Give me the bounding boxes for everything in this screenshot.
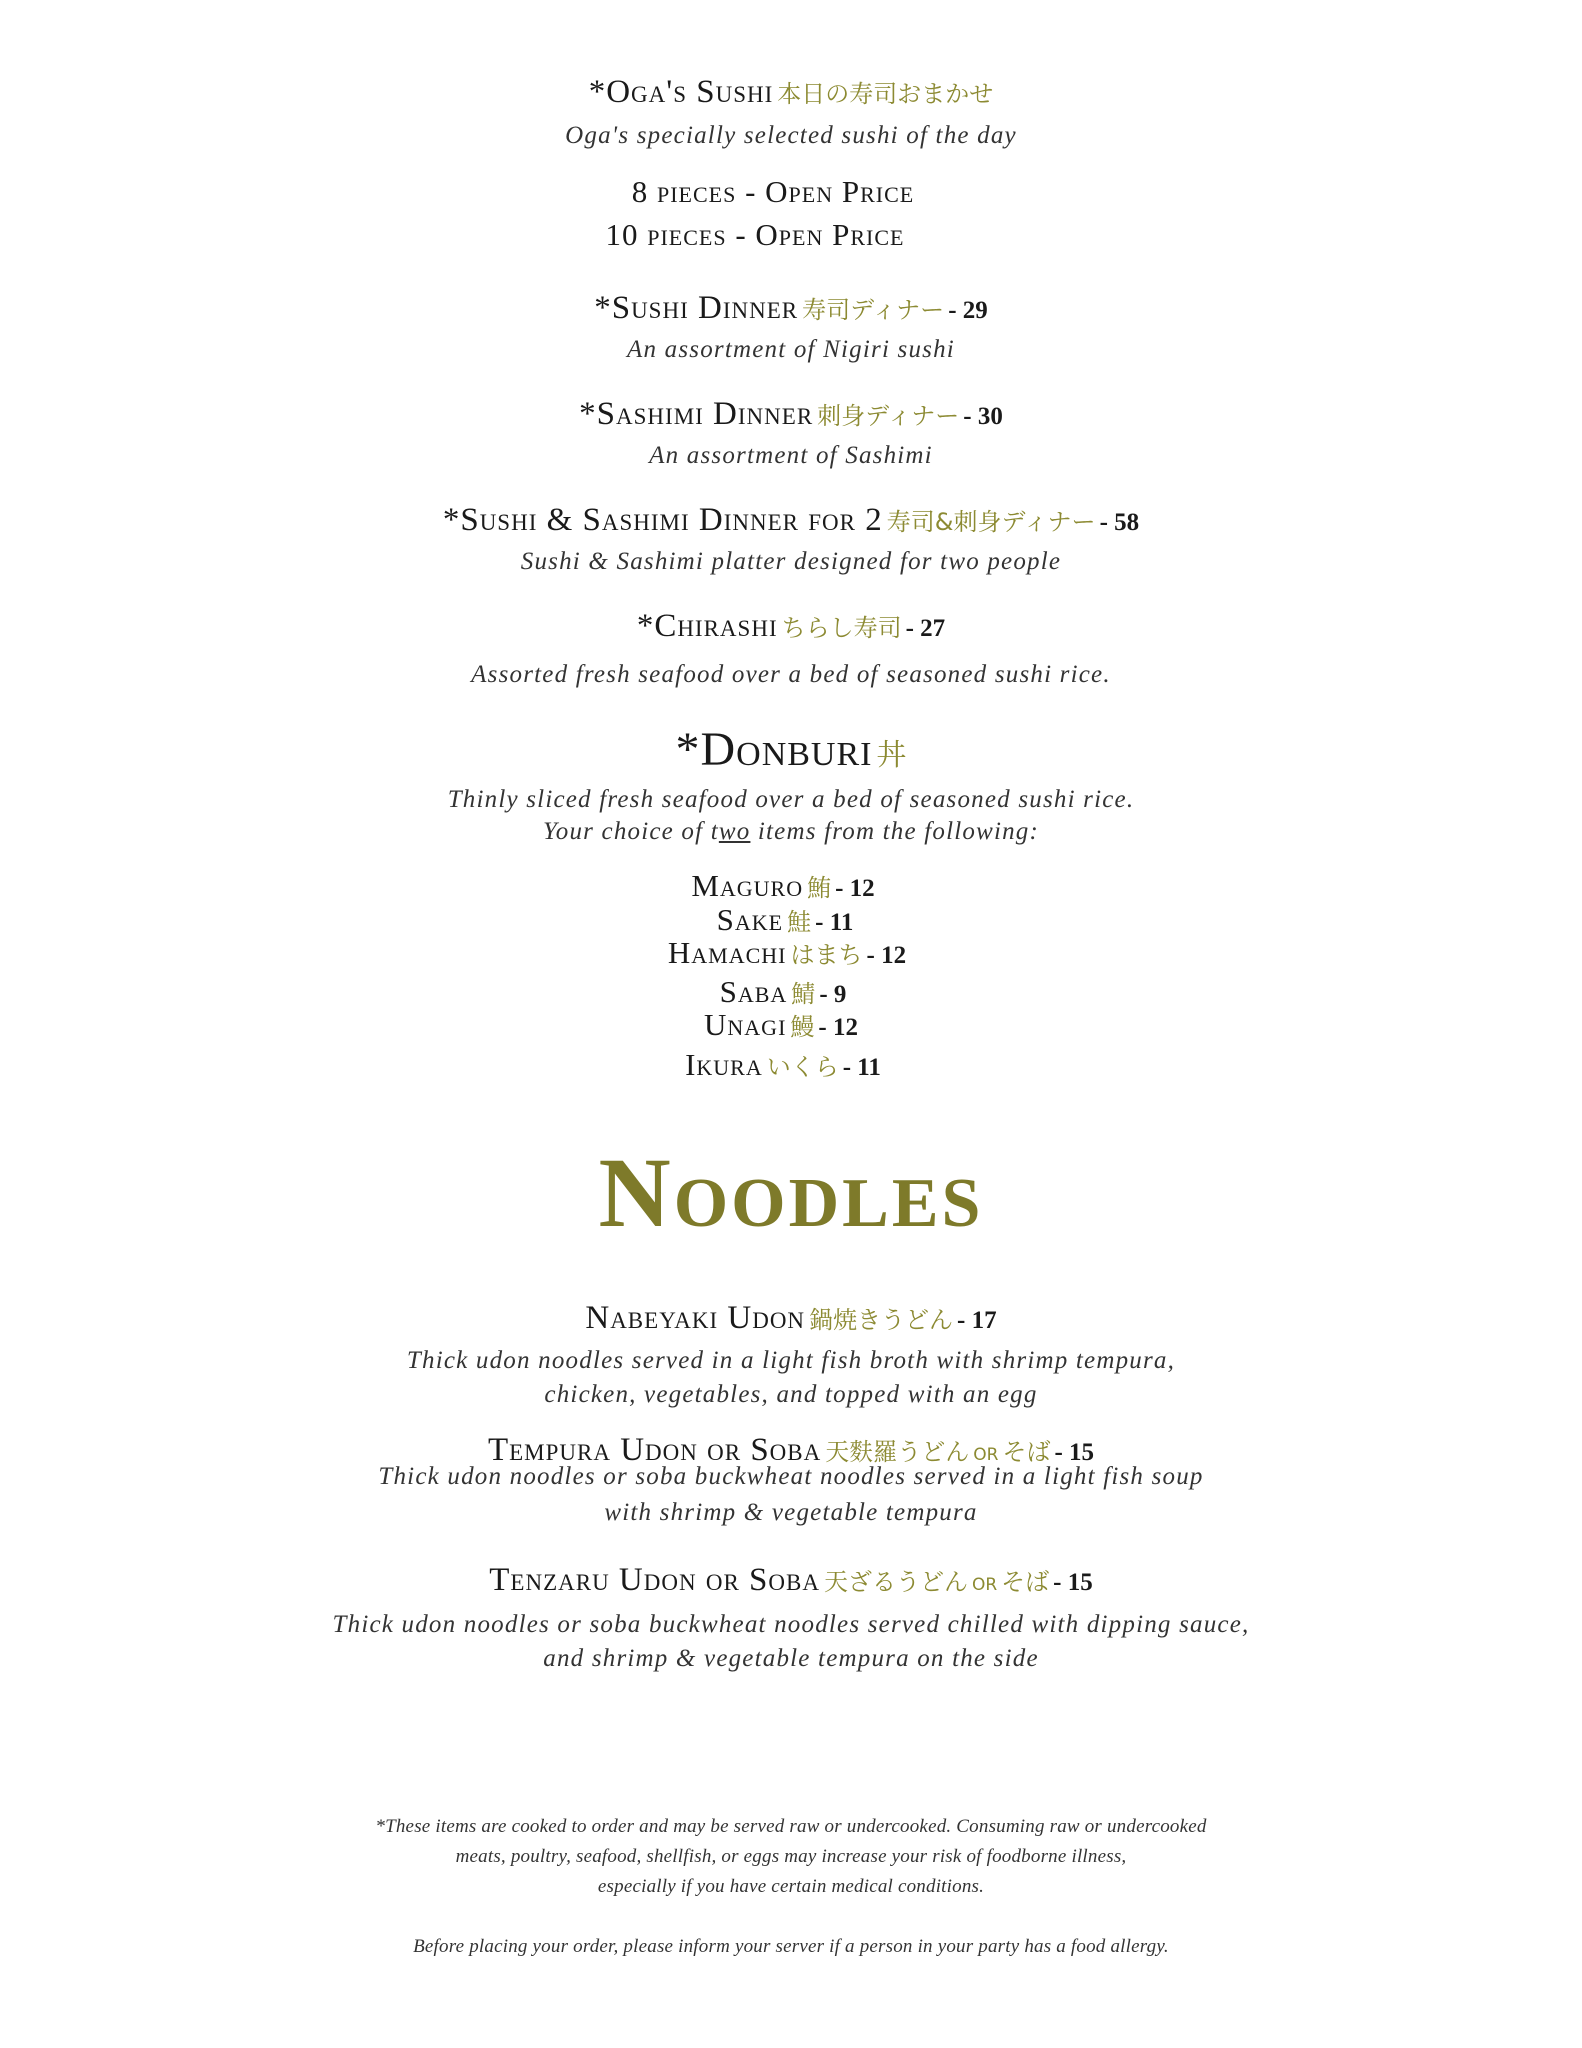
item-price: - 30 xyxy=(963,403,1003,430)
item-price: - 27 xyxy=(905,615,946,642)
menu-item-chirashi-title xyxy=(0,608,1582,645)
menu-item-tenzaru-udon-soba-title xyxy=(0,1562,1582,1599)
item-description-line: with shrimp & vegetable tempura xyxy=(604,1499,978,1526)
item-japanese-name-alt: そば xyxy=(1001,1568,1050,1596)
item-description-line: Thick udon noodles or soba buckwheat noodles served in a light fish soup xyxy=(378,1463,1204,1490)
item-japanese-name: 鍋焼きうどん xyxy=(809,1306,954,1334)
item-name: *Sushi & Sashimi Dinner for 2 xyxy=(442,502,883,538)
raw-food-warning-line: especially if you have certain medical conditions. xyxy=(597,1876,985,1897)
item-japanese-name: 天麩羅うどん xyxy=(825,1438,970,1466)
item-name: Nabeyaki Udon xyxy=(585,1300,806,1336)
donburi-option: Sake 鮭 - 11 xyxy=(716,902,854,937)
item-price: - 17 xyxy=(957,1307,997,1334)
item-name: Tenzaru Udon or Soba xyxy=(489,1562,820,1598)
donburi-japanese-name: 丼 xyxy=(876,738,907,773)
item-description: Assorted fresh seafood over a bed of seasoned sushi rice. xyxy=(471,661,1111,688)
item-price: - 15 xyxy=(1053,1569,1093,1596)
menu-item-sushi-sashimi-for-two-title xyxy=(0,502,1582,539)
donburi-option: Hamachi はまち - 12 xyxy=(667,935,907,970)
item-japanese-name-alt: そば xyxy=(1002,1438,1051,1466)
item-japanese-name: 寿司ディナー xyxy=(802,296,945,324)
item-description: An assortment of Sashimi xyxy=(649,442,933,469)
item-name: *Oga's Sushi xyxy=(588,74,774,110)
allergy-notice: Before placing your order, please inform your server if a person in your party has a food allergy. xyxy=(413,1936,1169,1957)
donburi-option: Unagi 鰻 - 12 xyxy=(704,1007,858,1042)
item-description: An assortment of Nigiri sushi xyxy=(627,336,955,363)
menu-item-nabeyaki-udon-title xyxy=(0,1300,1582,1337)
section-heading-noodles: Noodles xyxy=(598,1137,984,1248)
item-description-line: chicken, vegetables, and topped with an egg xyxy=(544,1381,1038,1408)
item-description: Oga's specially selected sushi of the day xyxy=(565,122,1017,149)
item-description-line: Thick udon noodles or soba buckwheat noodles served chilled with dipping sauce, xyxy=(332,1611,1250,1638)
menu-item-sushi-dinner-title xyxy=(0,290,1582,327)
item-price: - 58 xyxy=(1099,509,1140,536)
item-name: *Sushi Dinner xyxy=(594,290,799,326)
donburi-choice-note: Your choice of two items from the following: xyxy=(542,818,1040,845)
item-japanese-name: 刺身ディナー xyxy=(817,402,960,430)
item-japanese-name: 寿司&刺身ディナー xyxy=(886,508,1096,536)
donburi-name: *Donburi xyxy=(675,723,873,776)
item-description: Sushi & Sashimi platter designed for two people xyxy=(520,548,1062,575)
item-description-line: Thick udon noodles served in a light fish broth with shrimp tempura, xyxy=(406,1347,1176,1374)
raw-food-warning-line: *These items are cooked to order and may be served raw or undercooked. Consuming raw or undercooked xyxy=(375,1816,1207,1837)
donburi-option: Maguro 鮪 - 12 xyxy=(691,868,875,903)
donburi-description: Thinly sliced fresh seafood over a bed of seasoned sushi rice. xyxy=(447,786,1135,813)
item-name: *Sashimi Dinner xyxy=(579,396,814,432)
raw-food-warning-line: meats, poultry, seafood, shellfish, or eggs may increase your risk of foodborne illness, xyxy=(455,1846,1127,1867)
donburi-option: Ikura いくら - 11 xyxy=(685,1047,881,1082)
item-name: Tempura Udon or Soba xyxy=(487,1432,822,1468)
item-name: *Chirashi xyxy=(636,608,778,644)
donburi-option: Saba 鯖 - 9 xyxy=(719,974,847,1009)
item-price: - 29 xyxy=(948,297,988,324)
item-japanese-name: 本日の寿司おまかせ xyxy=(777,80,994,108)
donburi-title xyxy=(0,722,1582,777)
oga-option: 8 pieces - Open Price xyxy=(631,174,915,209)
item-japanese-or: or xyxy=(971,1568,998,1596)
menu-item-ogas-sushi-title xyxy=(0,74,1582,111)
item-japanese-or: or xyxy=(973,1438,999,1466)
item-price: - 15 xyxy=(1054,1439,1095,1466)
item-description-line: and shrimp & vegetable tempura on the side xyxy=(543,1645,1039,1672)
oga-option: 10 pieces - Open Price xyxy=(605,217,905,252)
item-japanese-name: 天ざるうどん xyxy=(823,1568,968,1596)
menu-item-sashimi-dinner-title xyxy=(0,396,1582,433)
item-japanese-name: ちらし寿司 xyxy=(781,614,902,642)
